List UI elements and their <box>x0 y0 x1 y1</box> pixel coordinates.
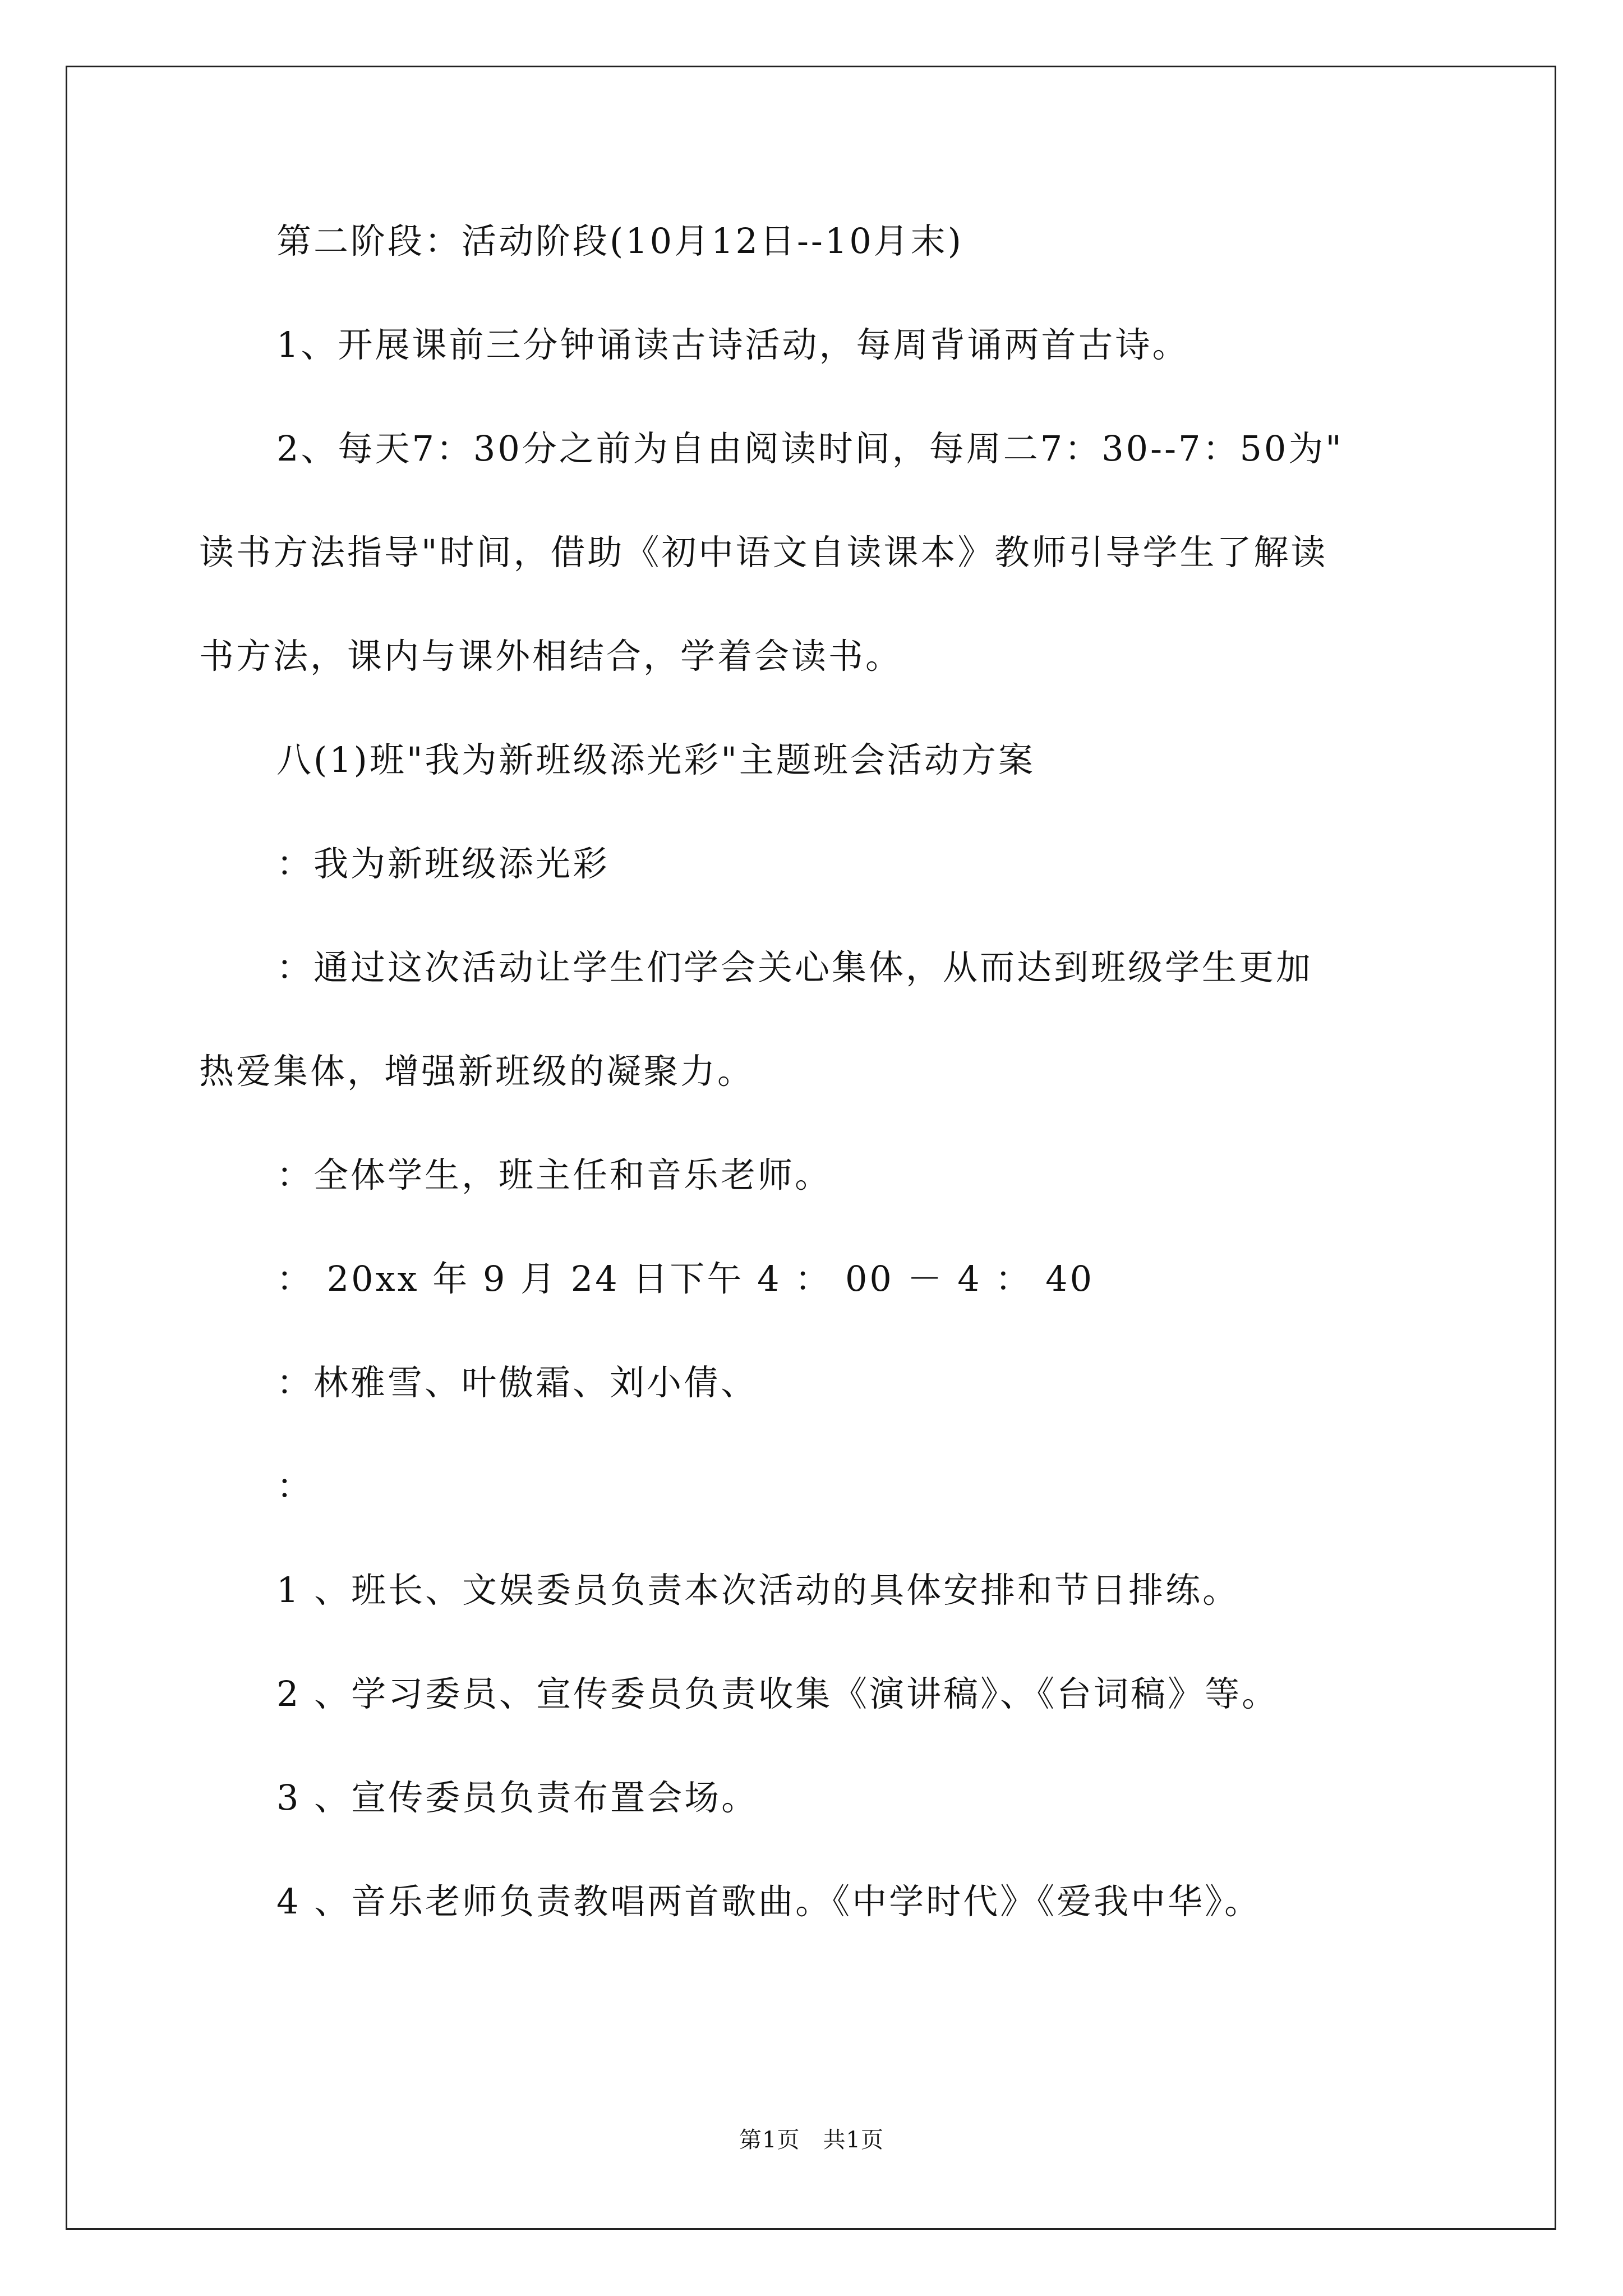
paragraph-purpose-line-1: ：通过这次活动让学生们学会关心集体，从而达到班级学生更加 <box>276 947 1313 988</box>
page-footer: 第1页 共1页 <box>739 2127 884 2153</box>
paragraph-blank-label: ： <box>276 1466 314 1507</box>
paragraph-task-2: 2 、学习委员、宣传委员负责收集《演讲稿》、《台词稿》等。 <box>276 1673 1279 1714</box>
paragraph-plan-title: 八(1)班"我为新班级添光彩"主题班会活动方案 <box>276 739 1035 780</box>
paragraph-time: ： 20xx 年 9 月 24 日下午 4 ： 00 － 4 ： 40 <box>276 1258 1095 1299</box>
paragraph-theme: ：我为新班级添光彩 <box>276 843 610 884</box>
paragraph-item-1: 1、开展课前三分钟诵读古诗活动，每周背诵两首古诗。 <box>276 324 1189 365</box>
paragraph-stage-two-heading: 第二阶段：活动阶段(10月12日--10月末) <box>276 220 963 261</box>
paragraph-purpose-line-2: 热爱集体，增强新班级的凝聚力。 <box>199 1051 755 1092</box>
paragraph-participants: ：全体学生，班主任和音乐老师。 <box>276 1154 832 1195</box>
paragraph-item-2-line-1: 2、每天7：30分之前为自由阅读时间，每周二7：30--7：50为" <box>276 428 1344 469</box>
paragraph-hosts: ：林雅雪、叶傲霜、刘小倩、 <box>276 1362 758 1403</box>
paragraph-task-4: 4 、音乐老师负责教唱两首歌曲。《中学时代》《爱我中华》。 <box>276 1881 1262 1922</box>
paragraph-task-1: 1 、班长、文娱委员负责本次活动的具体安排和节日排练。 <box>276 1570 1240 1611</box>
paragraph-item-2-line-2: 读书方法指导"时间，借助《初中语文自读课本》教师引导学生了解读 <box>199 532 1328 573</box>
paragraph-task-3: 3 、宣传委员负责布置会场。 <box>276 1777 759 1818</box>
paragraph-item-2-line-3: 书方法，课内与课外相结合，学着会读书。 <box>199 636 903 677</box>
